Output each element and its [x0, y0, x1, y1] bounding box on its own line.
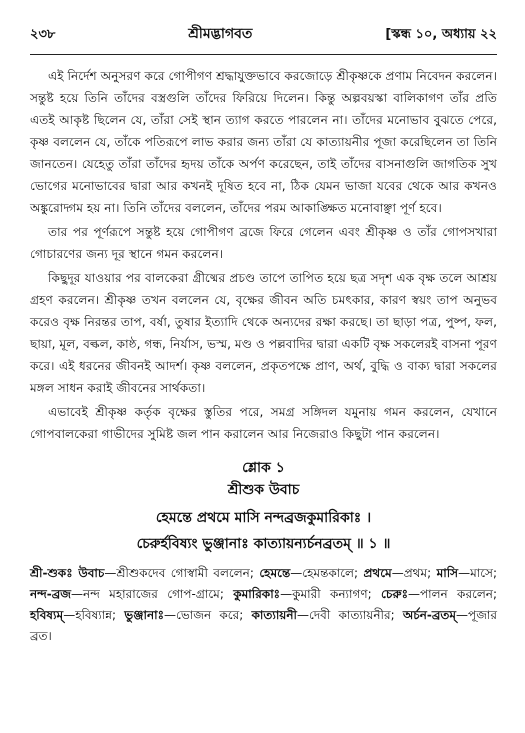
- synonym-delimiter: ;: [367, 587, 382, 601]
- synonym-term: কাত্যায়নী: [251, 608, 297, 622]
- synonym-separator: —: [296, 608, 309, 622]
- verse-number: শ্লোক ১: [242, 460, 285, 476]
- synonym-delimiter: ;: [492, 587, 498, 601]
- synonym-meaning: শ্রীশুকদেব গোস্বামী বললেন: [116, 566, 250, 580]
- synonym-meaning: মাসে: [470, 566, 493, 580]
- synonym-delimiter: ;: [354, 566, 364, 580]
- page-header: [30, 22, 497, 55]
- synonym-delimiter: ;: [219, 587, 234, 601]
- synonym-meaning: ভোজন করে: [176, 608, 240, 622]
- synonym-term: হেমন্তে: [259, 566, 291, 580]
- synonym-delimiter: ;: [239, 608, 252, 622]
- synonym-separator: —: [63, 608, 76, 622]
- page-number: ২৩৮: [30, 27, 56, 42]
- paragraph: কিছুদূর যাওয়ার পর বালকেরা গ্রীষ্মের প্রচণ্ড তাপে তাপিত হয়ে ছত্র সদৃশ এক বৃক্ষ তলে আশ্রয় গ্রহণ করলেন। শ্রীকৃষ্ণ তখন বললেন যে, বৃক্ষের জীবন অতি চমৎকার, কারণ স্বয়ং তাপ অনুভব করেও বৃক্ষ নিরন্তর তাপ, বর্ষা, তুষার ইত্যাদি থেকে অন্যদের রক্ষা করছে। তা ছাড়া পত্র, পুষ্প, ফল, ছায়া, মূল, বল্কল, কাষ্ঠ, গন্ধ, নির্যাস, ভস্ম, মণ্ড ও পল্লবাদির দ্বারা একটি বৃক্ষ সকলেরই বাসনা পূরণ করে। এই ধরনের জীবনই আদর্শ। কৃষ্ণ বললেন, প্রকৃতপক্ষে প্রাণ, অর্থ, বুদ্ধি ও বাক্য দ্বারা সকলের মঙ্গল সাধন করাই জীবনের সার্থকতা।: [30, 271, 497, 395]
- synonym-term: শ্রী-শুকঃ উবাচ: [30, 566, 105, 580]
- book-title: শ্রীমদ্ভাগবত: [188, 26, 253, 42]
- synonym-term: কুমারিকাঃ: [233, 587, 281, 601]
- synonym-separator: —: [290, 566, 303, 580]
- synonym-term: ভুঞ্জানাঃ: [124, 608, 164, 622]
- synonym-separator: —: [391, 566, 404, 580]
- synonym-separator: —: [456, 608, 469, 622]
- verse-line-2: চেরুর্হবিষ্যং ভুঞ্জানাঃ কাত্যায়ন্যর্চনব্রতম্ ॥ ১ ॥: [136, 536, 391, 552]
- synonym-delimiter: ;: [492, 566, 498, 580]
- paragraph: এভাবেই শ্রীকৃষ্ণ কর্তৃক বৃক্ষের স্তুতির পরে, সমগ্র সঙ্গিদল যমুনায় গমন করলেন, যেখানে গোপবালকেরা গাভীদের সুমিষ্ট জল পান করালেন আর নিজেরাও কিছুটা পান করলেন।: [30, 405, 497, 441]
- paragraph: তার পর পূর্ণরূপে সন্তুষ্ট হয়ে গোপীগণ ব্রজে ফিরে গেলেন এবং শ্রীকৃষ্ণ ও তাঁর গোপসখারা গোচারণের জন্য দূর স্থানে গমন করলেন।: [30, 225, 497, 261]
- synonym-separator: —: [458, 566, 471, 580]
- synonym-term: হবিষ্যম্: [30, 608, 64, 622]
- verse-line-1: হেমন্তে প্রথমে মাসি নন্দব্রজকুমারিকাঃ ।: [155, 510, 372, 526]
- synonym-separator: —: [71, 587, 84, 601]
- synonym-meaning: হবিষ্যান্ন: [75, 608, 113, 622]
- verse-block: [30, 457, 497, 557]
- synonym-meaning: পূজার ব্রত।: [30, 608, 498, 643]
- chapter-reference: [স্কন্ধ ১০, অধ্যায় ২২: [385, 27, 497, 42]
- synonym-term: প্রথমে: [363, 566, 392, 580]
- synonym-term: নন্দ-ব্রজ: [30, 587, 72, 601]
- synonym-separator: —: [164, 608, 176, 622]
- word-for-word-synonyms: [30, 563, 497, 647]
- synonym-meaning: প্রথম: [403, 566, 428, 580]
- paragraph: এই নির্দেশ অনুসরণ করে গোপীগণ শ্রদ্ধাযুক্তভাবে করজোড়ে শ্রীকৃষ্ণকে প্রণাম নিবেদন করলেন। সন্তুষ্ট হয়ে তিনি তাঁদের বস্ত্রগুলি তাঁদের ফিরিয়ে দিলেন। কিন্তু অল্পবয়স্কা বালিকাগণ তাঁর প্রতি এতই আকৃষ্ট ছিলেন যে, তাঁরা সেই স্থান ত্যাগ করতে পারলেন না। তাঁদের মনোভাব বুঝতে পেরে, কৃষ্ণ বললেন যে, তাঁকে পতিরূপে লাভ করার জন্য তাঁরা যে কাত্যায়নীর পূজা করেছিলেন তা তিনি জানতেন। যেহেতু তাঁরা তাঁদের হৃদয় তাঁকে অর্পণ করেছেন, তাই তাঁদের বাসনাগুলি জাগতিক সুখ ভোগের মনোভাবের দ্বারা আর কখনই দূষিত হবে না, ঠিক যেমন ভাজা যবের থেকে আর কখনও অঙ্কুরোদ্গম হয় না। তিনি তাঁদের বললেন, তাঁদের পরম আকাঙ্ক্ষিত মনোবাঞ্ছা পূর্ণ হবে।: [30, 69, 497, 215]
- synonym-meaning: হেমন্তকালে: [302, 566, 354, 580]
- synonym-meaning: দেবী কাত্যায়নীর: [308, 608, 391, 622]
- synonym-delimiter: ;: [390, 608, 403, 622]
- synonym-meaning: নন্দ মহারাজের গোপ-গ্রামে: [83, 587, 220, 601]
- synonym-delimiter: ;: [112, 608, 125, 622]
- synonym-separator: —: [104, 566, 117, 580]
- purport-text: [30, 65, 497, 445]
- synonym-separator: —: [280, 587, 293, 601]
- synonym-term: চেরুঃ: [381, 587, 408, 601]
- verse-speaker: শ্রীশুক উবাচ: [227, 482, 300, 498]
- synonym-meaning: কুমারী কন্যাগণ: [292, 587, 368, 601]
- synonym-meaning: পালন করলেন: [419, 587, 493, 601]
- synonym-term: অর্চন-ব্রতম্: [402, 608, 457, 622]
- synonym-separator: —: [407, 587, 420, 601]
- synonym-delimiter: ;: [427, 566, 437, 580]
- synonym-delimiter: ;: [249, 566, 260, 580]
- synonym-term: মাসি: [436, 566, 459, 580]
